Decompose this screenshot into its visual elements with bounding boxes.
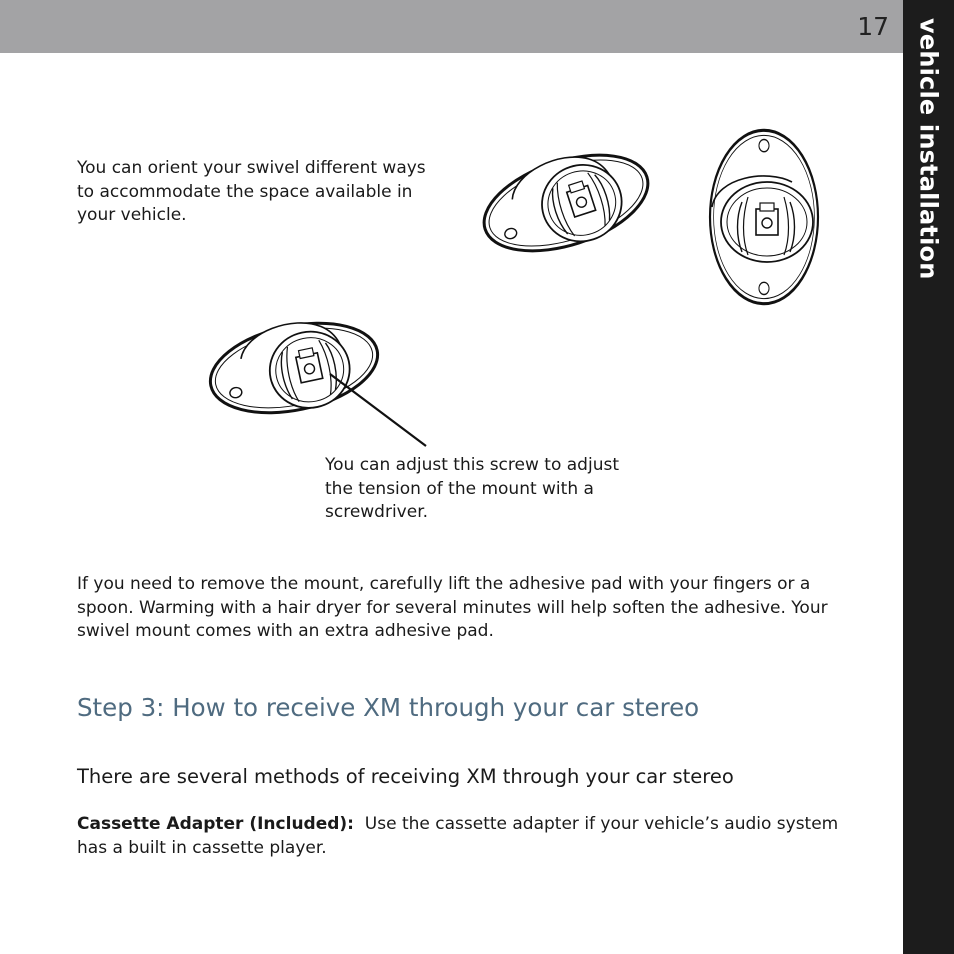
cassette-adapter-paragraph [77, 813, 867, 860]
methods-subheading: There are several methods of receiving XM through your car stereo [77, 765, 734, 788]
callout-leader-line [330, 374, 426, 446]
swivel-mount-horizontal [471, 135, 660, 271]
removal-instructions: If you need to remove the mount, carefully lift the adhesive pad with your fingers or a spoon. Warming with a hair dryer for several minutes will help soften the adhesive. Your swivel mount comes with an extra adhesive pad. [77, 574, 828, 641]
section-tab-label: vehicle installation [914, 18, 943, 280]
screw-callout-caption: You can adjust this screw to adjust the tension of the mount with a screwdriver. [325, 455, 619, 522]
orientation-caption: You can orient your swivel different ways to accommodate the space available in your vehicle. [77, 158, 426, 225]
cassette-adapter-label: Cassette Adapter (Included): [77, 814, 354, 834]
step-3-heading: Step 3: How to receive XM through your car stereo [77, 693, 700, 722]
page-number: 17 [857, 12, 889, 41]
cassette-adapter-text: Use the cassette adapter if your vehicle’s audio system has a built in cassette player. [77, 814, 844, 858]
swivel-mount-screw-detail [202, 307, 386, 428]
